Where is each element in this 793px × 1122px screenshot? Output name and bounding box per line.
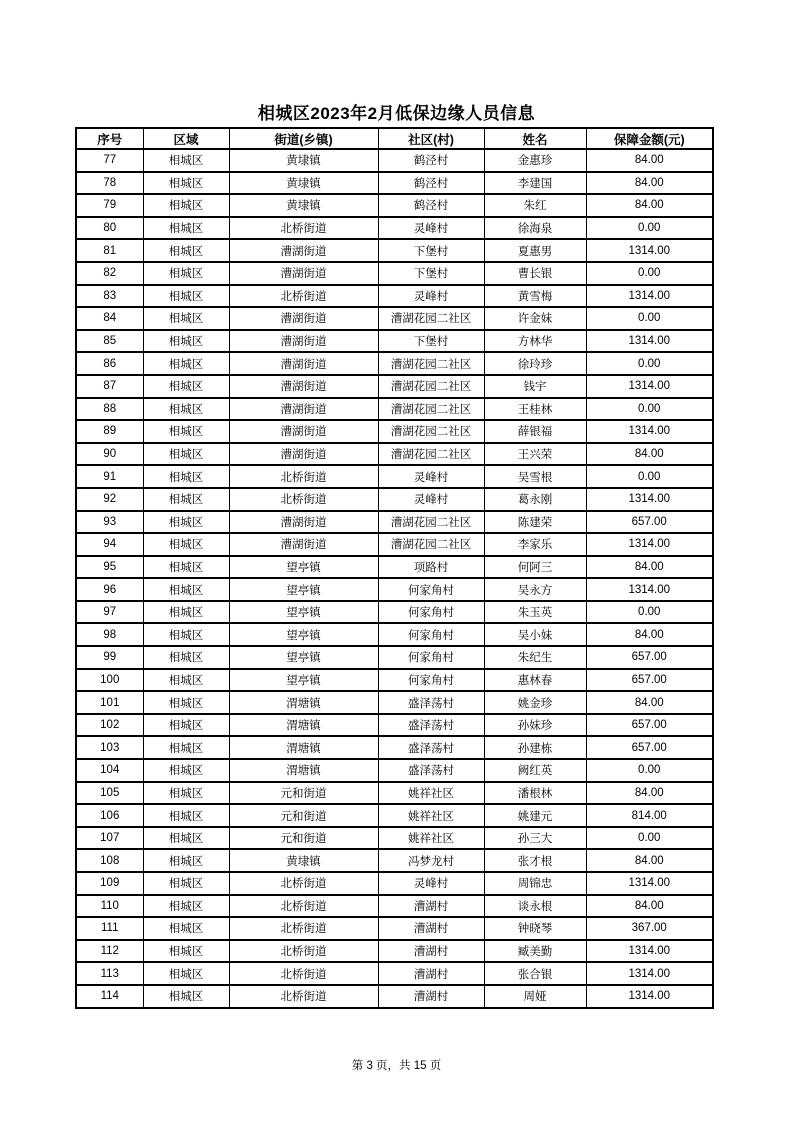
table-cell: 漕湖花园二社区 bbox=[378, 352, 484, 375]
table-cell: 相城区 bbox=[143, 511, 229, 534]
table-row bbox=[76, 375, 713, 398]
table-row bbox=[76, 962, 713, 985]
table-cell: 95 bbox=[76, 556, 143, 579]
table-cell: 79 bbox=[76, 194, 143, 217]
table-cell: 漕湖街道 bbox=[229, 533, 378, 556]
table-cell: 657.00 bbox=[586, 669, 713, 692]
table-cell: 相城区 bbox=[143, 623, 229, 646]
table-cell: 84.00 bbox=[586, 691, 713, 714]
table-cell: 相城区 bbox=[143, 398, 229, 421]
table-cell: 漕湖街道 bbox=[229, 375, 378, 398]
table-cell: 下堡村 bbox=[378, 330, 484, 353]
table-cell: 108 bbox=[76, 849, 143, 872]
table-cell: 1314.00 bbox=[586, 872, 713, 895]
table-cell: 漕湖街道 bbox=[229, 330, 378, 353]
header-serial-number: 序号 bbox=[76, 128, 143, 149]
table-cell: 102 bbox=[76, 714, 143, 737]
header-street-township: 街道(乡镇) bbox=[229, 128, 378, 149]
table-cell: 相城区 bbox=[143, 217, 229, 240]
table-cell: 元和街道 bbox=[229, 804, 378, 827]
table-cell: 相城区 bbox=[143, 827, 229, 850]
table-cell: 姚建元 bbox=[484, 804, 586, 827]
table-cell: 相城区 bbox=[143, 985, 229, 1008]
table-cell: 漕湖街道 bbox=[229, 443, 378, 466]
table-cell: 1314.00 bbox=[586, 488, 713, 511]
table-cell: 相城区 bbox=[143, 759, 229, 782]
table-row bbox=[76, 804, 713, 827]
table-cell: 何家角村 bbox=[378, 623, 484, 646]
table-cell: 黄埭镇 bbox=[229, 149, 378, 172]
table-row bbox=[76, 895, 713, 918]
table-row bbox=[76, 262, 713, 285]
table-cell: 徐玲珍 bbox=[484, 352, 586, 375]
table-cell: 113 bbox=[76, 962, 143, 985]
table-cell: 黄埭镇 bbox=[229, 172, 378, 195]
table-cell: 下堡村 bbox=[378, 239, 484, 262]
table-cell: 0.00 bbox=[586, 465, 713, 488]
table-cell: 相城区 bbox=[143, 872, 229, 895]
table-cell: 相城区 bbox=[143, 804, 229, 827]
table-cell: 项路村 bbox=[378, 556, 484, 579]
table-cell: 1314.00 bbox=[586, 330, 713, 353]
table-cell: 相城区 bbox=[143, 239, 229, 262]
table-cell: 0.00 bbox=[586, 601, 713, 624]
table-cell: 92 bbox=[76, 488, 143, 511]
table-cell: 北桥街道 bbox=[229, 285, 378, 308]
table-cell: 1314.00 bbox=[586, 420, 713, 443]
table-cell: 北桥街道 bbox=[229, 465, 378, 488]
table-cell: 盛泽荡村 bbox=[378, 736, 484, 759]
table-cell: 望亭镇 bbox=[229, 623, 378, 646]
table-cell: 相城区 bbox=[143, 488, 229, 511]
table-cell: 相城区 bbox=[143, 307, 229, 330]
table-cell: 相城区 bbox=[143, 330, 229, 353]
table-cell: 北桥街道 bbox=[229, 895, 378, 918]
table-cell: 657.00 bbox=[586, 511, 713, 534]
table-row bbox=[76, 691, 713, 714]
table-cell: 84.00 bbox=[586, 782, 713, 805]
table-cell: 0.00 bbox=[586, 262, 713, 285]
table-cell: 367.00 bbox=[586, 917, 713, 940]
table-cell: 姚金珍 bbox=[484, 691, 586, 714]
table-row bbox=[76, 736, 713, 759]
table-cell: 109 bbox=[76, 872, 143, 895]
table-cell: 107 bbox=[76, 827, 143, 850]
table-row bbox=[76, 556, 713, 579]
table-cell: 漕湖街道 bbox=[229, 307, 378, 330]
table-cell: 漕湖街道 bbox=[229, 511, 378, 534]
table-cell: 87 bbox=[76, 375, 143, 398]
table-cell: 何家角村 bbox=[378, 578, 484, 601]
table-cell: 相城区 bbox=[143, 646, 229, 669]
table-cell: 望亭镇 bbox=[229, 646, 378, 669]
table-cell: 0.00 bbox=[586, 217, 713, 240]
table-cell: 薛银福 bbox=[484, 420, 586, 443]
table-cell: 相城区 bbox=[143, 285, 229, 308]
table-cell: 1314.00 bbox=[586, 285, 713, 308]
table-cell: 漕湖街道 bbox=[229, 262, 378, 285]
table-cell: 114 bbox=[76, 985, 143, 1008]
table-cell: 漕湖花园二社区 bbox=[378, 511, 484, 534]
table-cell: 相城区 bbox=[143, 443, 229, 466]
table-cell: 相城区 bbox=[143, 691, 229, 714]
table-cell: 谈永根 bbox=[484, 895, 586, 918]
table-cell: 吴永方 bbox=[484, 578, 586, 601]
table-cell: 97 bbox=[76, 601, 143, 624]
header-district: 区域 bbox=[143, 128, 229, 149]
table-row bbox=[76, 465, 713, 488]
table-cell: 相城区 bbox=[143, 375, 229, 398]
table-row bbox=[76, 443, 713, 466]
table-cell: 张才根 bbox=[484, 849, 586, 872]
table-cell: 冯梦龙村 bbox=[378, 849, 484, 872]
table-cell: 相城区 bbox=[143, 194, 229, 217]
table-cell: 鹤泾村 bbox=[378, 172, 484, 195]
table-cell: 何阿三 bbox=[484, 556, 586, 579]
table-row bbox=[76, 669, 713, 692]
table-cell: 朱玉英 bbox=[484, 601, 586, 624]
table-cell: 相城区 bbox=[143, 352, 229, 375]
table-cell: 101 bbox=[76, 691, 143, 714]
table-row bbox=[76, 194, 713, 217]
table-row bbox=[76, 917, 713, 940]
table-cell: 相城区 bbox=[143, 669, 229, 692]
table-cell: 84.00 bbox=[586, 194, 713, 217]
table-cell: 元和街道 bbox=[229, 782, 378, 805]
table-row bbox=[76, 420, 713, 443]
table-row bbox=[76, 149, 713, 172]
table-cell: 王桂林 bbox=[484, 398, 586, 421]
table-cell: 北桥街道 bbox=[229, 985, 378, 1008]
table-cell: 相城区 bbox=[143, 736, 229, 759]
table-cell: 94 bbox=[76, 533, 143, 556]
table-cell: 84.00 bbox=[586, 149, 713, 172]
table-cell: 111 bbox=[76, 917, 143, 940]
table-cell: 灵峰村 bbox=[378, 465, 484, 488]
table-cell: 相城区 bbox=[143, 149, 229, 172]
table-cell: 84.00 bbox=[586, 849, 713, 872]
table-cell: 漕湖街道 bbox=[229, 420, 378, 443]
table-cell: 漕湖村 bbox=[378, 985, 484, 1008]
table-row bbox=[76, 533, 713, 556]
table-cell: 84.00 bbox=[586, 556, 713, 579]
table-cell: 77 bbox=[76, 149, 143, 172]
table-cell: 何家角村 bbox=[378, 646, 484, 669]
table-cell: 漕湖村 bbox=[378, 940, 484, 963]
table-cell: 0.00 bbox=[586, 759, 713, 782]
table-row bbox=[76, 714, 713, 737]
table-cell: 孙妹珍 bbox=[484, 714, 586, 737]
table-cell: 相城区 bbox=[143, 533, 229, 556]
table-cell: 82 bbox=[76, 262, 143, 285]
table-cell: 李家乐 bbox=[484, 533, 586, 556]
table-row bbox=[76, 239, 713, 262]
table-cell: 106 bbox=[76, 804, 143, 827]
table-row bbox=[76, 172, 713, 195]
table-cell: 1314.00 bbox=[586, 578, 713, 601]
table-cell: 鹤泾村 bbox=[378, 149, 484, 172]
table-cell: 相城区 bbox=[143, 782, 229, 805]
table-cell: 朱纪生 bbox=[484, 646, 586, 669]
table-cell: 灵峰村 bbox=[378, 872, 484, 895]
table-cell: 漕湖街道 bbox=[229, 352, 378, 375]
table-cell: 漕湖村 bbox=[378, 895, 484, 918]
table-cell: 相城区 bbox=[143, 917, 229, 940]
table-cell: 潘根林 bbox=[484, 782, 586, 805]
table-cell: 王兴荣 bbox=[484, 443, 586, 466]
table-row bbox=[76, 646, 713, 669]
header-community-village: 社区(村) bbox=[378, 128, 484, 149]
table-cell: 漕湖花园二社区 bbox=[378, 398, 484, 421]
table-cell: 黄埭镇 bbox=[229, 849, 378, 872]
benefit-table bbox=[75, 127, 714, 1009]
table-cell: 100 bbox=[76, 669, 143, 692]
table-cell: 漕湖村 bbox=[378, 917, 484, 940]
table-cell: 漕湖花园二社区 bbox=[378, 307, 484, 330]
table-cell: 漕湖花园二社区 bbox=[378, 420, 484, 443]
table-cell: 99 bbox=[76, 646, 143, 669]
table-cell: 渭塘镇 bbox=[229, 736, 378, 759]
table-cell: 钱宇 bbox=[484, 375, 586, 398]
table-cell: 漕湖街道 bbox=[229, 398, 378, 421]
table-cell: 葛永刚 bbox=[484, 488, 586, 511]
table-cell: 657.00 bbox=[586, 714, 713, 737]
table-cell: 1314.00 bbox=[586, 239, 713, 262]
table-cell: 96 bbox=[76, 578, 143, 601]
table-cell: 84.00 bbox=[586, 895, 713, 918]
header-name: 姓名 bbox=[484, 128, 586, 149]
table-cell: 盛泽荡村 bbox=[378, 759, 484, 782]
table-cell: 1314.00 bbox=[586, 533, 713, 556]
table-cell: 渭塘镇 bbox=[229, 759, 378, 782]
table-cell: 83 bbox=[76, 285, 143, 308]
table-cell: 望亭镇 bbox=[229, 556, 378, 579]
table-cell: 下堡村 bbox=[378, 262, 484, 285]
table-cell: 84 bbox=[76, 307, 143, 330]
table-cell: 相城区 bbox=[143, 172, 229, 195]
table-cell: 朱红 bbox=[484, 194, 586, 217]
table-cell: 灵峰村 bbox=[378, 217, 484, 240]
table-row bbox=[76, 827, 713, 850]
table-cell: 80 bbox=[76, 217, 143, 240]
table-cell: 78 bbox=[76, 172, 143, 195]
table-cell: 吴小妹 bbox=[484, 623, 586, 646]
page-title: 相城区2023年2月低保边缘人员信息 bbox=[257, 104, 536, 123]
table-cell: 漕湖花园二社区 bbox=[378, 375, 484, 398]
table-cell: 何家角村 bbox=[378, 601, 484, 624]
table-cell: 金惠珍 bbox=[484, 149, 586, 172]
table-cell: 鹤泾村 bbox=[378, 194, 484, 217]
table-cell: 89 bbox=[76, 420, 143, 443]
page-number: 第 3 页，共 15 页 bbox=[351, 1060, 442, 1072]
table-row bbox=[76, 578, 713, 601]
table-cell: 93 bbox=[76, 511, 143, 534]
table-row bbox=[76, 352, 713, 375]
table-cell: 85 bbox=[76, 330, 143, 353]
header-guarantee-amount: 保障金额(元) bbox=[586, 128, 713, 149]
table-row bbox=[76, 601, 713, 624]
table-cell: 北桥街道 bbox=[229, 917, 378, 940]
table-cell: 渭塘镇 bbox=[229, 691, 378, 714]
table-cell: 盛泽荡村 bbox=[378, 714, 484, 737]
table-cell: 灵峰村 bbox=[378, 488, 484, 511]
table-header-row bbox=[76, 128, 713, 149]
table-row bbox=[76, 940, 713, 963]
table-cell: 0.00 bbox=[586, 307, 713, 330]
table-cell: 臧美勤 bbox=[484, 940, 586, 963]
table-cell: 北桥街道 bbox=[229, 872, 378, 895]
table-cell: 81 bbox=[76, 239, 143, 262]
table-cell: 张合银 bbox=[484, 962, 586, 985]
table-cell: 相城区 bbox=[143, 714, 229, 737]
table-cell: 91 bbox=[76, 465, 143, 488]
table-row bbox=[76, 623, 713, 646]
table-cell: 吴雪根 bbox=[484, 465, 586, 488]
table-row bbox=[76, 985, 713, 1008]
table-cell: 许金妹 bbox=[484, 307, 586, 330]
table-cell: 钟晓琴 bbox=[484, 917, 586, 940]
table-cell: 104 bbox=[76, 759, 143, 782]
table-cell: 姚祥社区 bbox=[378, 782, 484, 805]
table-cell: 元和街道 bbox=[229, 827, 378, 850]
table-cell: 0.00 bbox=[586, 398, 713, 421]
table-cell: 夏惠男 bbox=[484, 239, 586, 262]
table-cell: 方林华 bbox=[484, 330, 586, 353]
table-cell: 1314.00 bbox=[586, 985, 713, 1008]
table-cell: 姚祥社区 bbox=[378, 827, 484, 850]
table-cell: 相城区 bbox=[143, 940, 229, 963]
table-row bbox=[76, 285, 713, 308]
table-cell: 1314.00 bbox=[586, 375, 713, 398]
table-cell: 黄雪梅 bbox=[484, 285, 586, 308]
table-cell: 84.00 bbox=[586, 443, 713, 466]
table-cell: 渭塘镇 bbox=[229, 714, 378, 737]
table-cell: 黄埭镇 bbox=[229, 194, 378, 217]
table-row bbox=[76, 872, 713, 895]
table-cell: 姚祥社区 bbox=[378, 804, 484, 827]
table-cell: 何家角村 bbox=[378, 669, 484, 692]
table-cell: 漕湖花园二社区 bbox=[378, 443, 484, 466]
table-cell: 相城区 bbox=[143, 962, 229, 985]
table-cell: 98 bbox=[76, 623, 143, 646]
table-cell: 阙红英 bbox=[484, 759, 586, 782]
table-cell: 0.00 bbox=[586, 352, 713, 375]
table-cell: 曹长银 bbox=[484, 262, 586, 285]
table-cell: 漕湖花园二社区 bbox=[378, 533, 484, 556]
table-cell: 0.00 bbox=[586, 827, 713, 850]
table-cell: 1314.00 bbox=[586, 940, 713, 963]
table-cell: 相城区 bbox=[143, 465, 229, 488]
table-cell: 90 bbox=[76, 443, 143, 466]
table-cell: 相城区 bbox=[143, 262, 229, 285]
table-cell: 漕湖村 bbox=[378, 962, 484, 985]
table-cell: 望亭镇 bbox=[229, 578, 378, 601]
table-cell: 北桥街道 bbox=[229, 488, 378, 511]
table-cell: 周锦忠 bbox=[484, 872, 586, 895]
table-cell: 相城区 bbox=[143, 420, 229, 443]
table-row bbox=[76, 330, 713, 353]
table-body bbox=[76, 149, 713, 1008]
table-cell: 相城区 bbox=[143, 849, 229, 872]
table-cell: 孙建栋 bbox=[484, 736, 586, 759]
table-cell: 孙三大 bbox=[484, 827, 586, 850]
table-cell: 北桥街道 bbox=[229, 940, 378, 963]
table-cell: 望亭镇 bbox=[229, 669, 378, 692]
table-cell: 李建国 bbox=[484, 172, 586, 195]
table-cell: 望亭镇 bbox=[229, 601, 378, 624]
table-cell: 112 bbox=[76, 940, 143, 963]
table-row bbox=[76, 217, 713, 240]
table-cell: 88 bbox=[76, 398, 143, 421]
table-row bbox=[76, 849, 713, 872]
table-cell: 657.00 bbox=[586, 646, 713, 669]
table-cell: 盛泽荡村 bbox=[378, 691, 484, 714]
table-cell: 北桥街道 bbox=[229, 217, 378, 240]
table-cell: 103 bbox=[76, 736, 143, 759]
table-cell: 相城区 bbox=[143, 895, 229, 918]
table-row bbox=[76, 511, 713, 534]
table-row bbox=[76, 307, 713, 330]
table-row bbox=[76, 398, 713, 421]
table-cell: 徐海泉 bbox=[484, 217, 586, 240]
table-cell: 相城区 bbox=[143, 556, 229, 579]
table-cell: 1314.00 bbox=[586, 962, 713, 985]
table-cell: 84.00 bbox=[586, 623, 713, 646]
table-cell: 110 bbox=[76, 895, 143, 918]
table-cell: 86 bbox=[76, 352, 143, 375]
table-cell: 657.00 bbox=[586, 736, 713, 759]
table-cell: 814.00 bbox=[586, 804, 713, 827]
table-row bbox=[76, 759, 713, 782]
table-row bbox=[76, 782, 713, 805]
table-cell: 陈建荣 bbox=[484, 511, 586, 534]
table-cell: 周娅 bbox=[484, 985, 586, 1008]
table-row bbox=[76, 488, 713, 511]
table-cell: 漕湖街道 bbox=[229, 239, 378, 262]
table-cell: 惠林春 bbox=[484, 669, 586, 692]
table-cell: 相城区 bbox=[143, 601, 229, 624]
table-cell: 105 bbox=[76, 782, 143, 805]
table-cell: 灵峰村 bbox=[378, 285, 484, 308]
table-cell: 北桥街道 bbox=[229, 962, 378, 985]
table-cell: 84.00 bbox=[586, 172, 713, 195]
table-cell: 相城区 bbox=[143, 578, 229, 601]
